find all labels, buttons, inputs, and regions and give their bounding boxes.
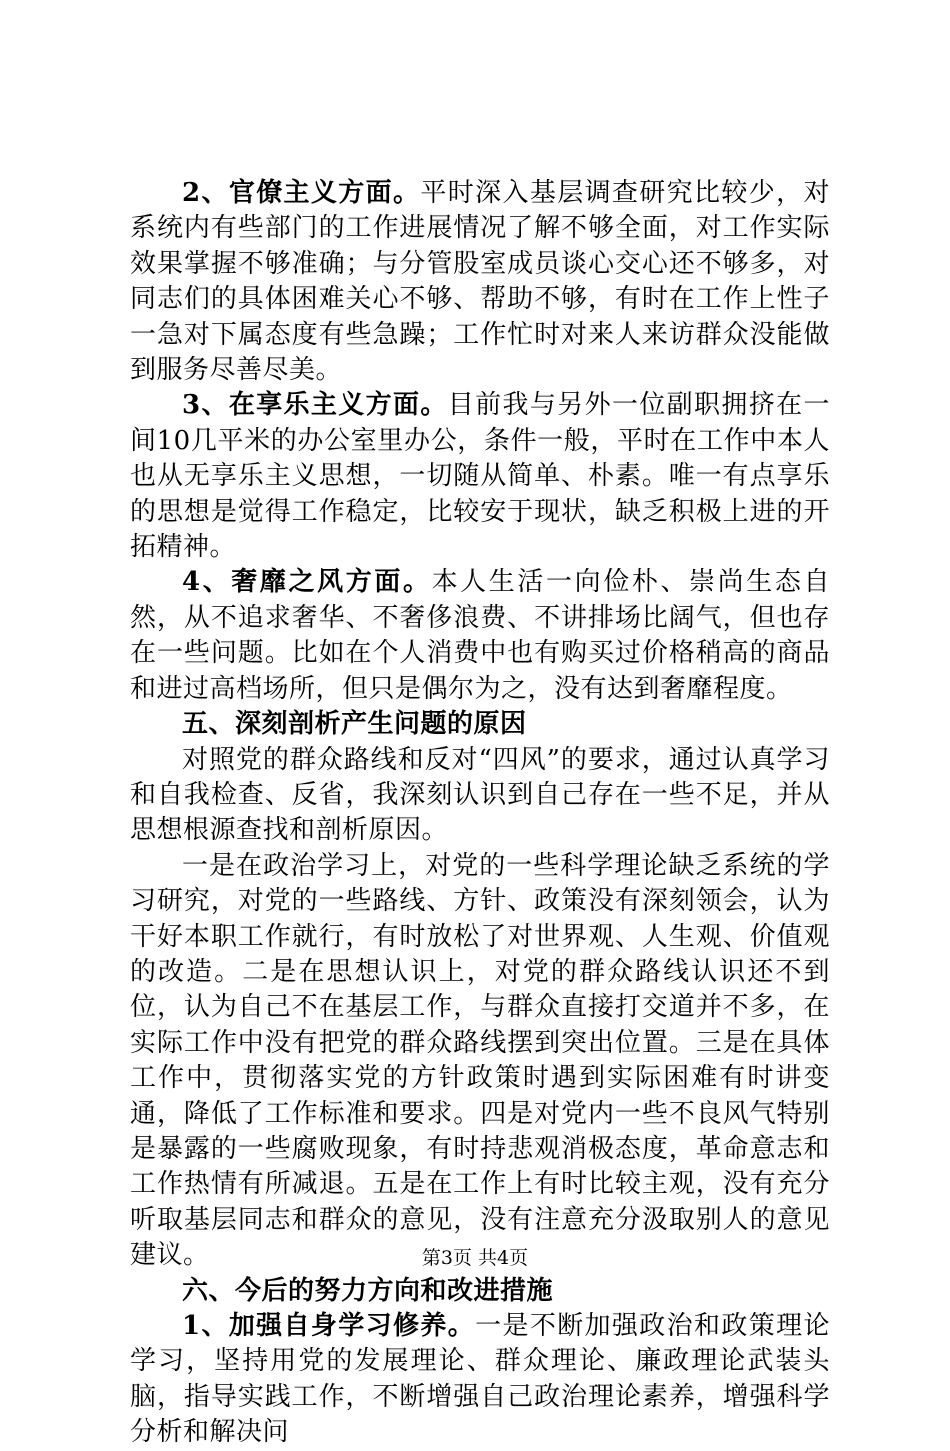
paragraph-lead: 1、加强自身学习修养。 xyxy=(182,1311,476,1341)
paragraph-causes-list xyxy=(130,849,830,1274)
paragraph-text: 一是不断加强政治和政策理论学习，坚持用党的发展理论、群众理论、廉政理论武装头脑，指导实践工作，不断增强自己政治理论素养，增强科学分析和解决问 xyxy=(130,1311,830,1448)
paragraph-lead: 3、在享乐主义方面。 xyxy=(182,390,448,421)
paragraph-causes-intro xyxy=(130,743,830,849)
paragraph-hedonism xyxy=(130,388,830,565)
section-heading-improvements: 六、今后的努力方向和改进措施 xyxy=(182,1275,554,1306)
paragraph-lead: 4、奢靡之风方面。 xyxy=(182,567,432,598)
page-number-footer: 第3页 共4页 xyxy=(421,1247,529,1269)
paragraph-bureaucratism xyxy=(130,176,830,388)
paragraph-lead: 2、官僚主义方面。 xyxy=(182,178,421,208)
paragraph-text: 一是在政治学习上，对党的一些科学理论缺乏系统的学习研究，对党的一些路线、方针、政策没有深刻领会，认为干好本职工作就行，有时放松了对世界观、人生观、价值观的改造。二是在思想认识上，对党的群众路线认识还不到位，认为自己不在基层工作，与群众直接打交道并不多，在实际工作中没有把党的群众路线摆到突出位置。三是在具体工作中，贯彻落实党的方针政策时遇到实际困难有时讲变通，降低了工作标准和要求。四是对党内一些不良风气特别是暴露的一些腐败现象，有时持悲观消极态度，革命意志和工作热情有所减退。五是在工作上有时比较主观，没有充分听取基层同志和群众的意见，没有注意充分汲取别人的意见建议。 xyxy=(130,850,830,1271)
paragraph-text: 本人生活一向俭朴、崇尚生态自然，从不追求奢华、不奢侈浪费、不讲排场比阔气，但也存在一些问题。比如在个人消费中也有购买过价格稍高的商品和进过高档场所，但只是偶尔为之，没有达到奢靡程度。 xyxy=(130,567,830,704)
section-heading-causes: 五、深刻剖析产生问题的原因 xyxy=(182,709,527,740)
paragraph-text: 平时深入基层调查研究比较少，对系统内有些部门的工作进展情况了解不够全面，对工作实际效果掌握不够准确；与分管股室成员谈心交心还不够多，对同志们的具体困难关心不够、帮助不够，有时在工作上性子一急对下属态度有些急躁；工作忙时对来人来访群众没能做到服务尽善尽美。 xyxy=(130,178,830,386)
paragraph-text: 目前我与另外一位副职拥挤在一间10几平米的办公室里办公，条件一般，平时在工作中本人也从无享乐主义思想，一切随从简单、朴素。唯一有点享乐的思想是觉得工作稳定，比较安于现状，缺乏积极上进的开拓精神。 xyxy=(130,390,830,563)
paragraph-study xyxy=(130,1309,830,1451)
paragraph-extravagance xyxy=(130,565,830,707)
paragraph-text: 对照党的群众路线和反对“四风”的要求，通过认真学习和自我检查、反省，我深刻认识到自己存在一些不足，并从思想根源查找和剖析原因。 xyxy=(130,744,830,846)
